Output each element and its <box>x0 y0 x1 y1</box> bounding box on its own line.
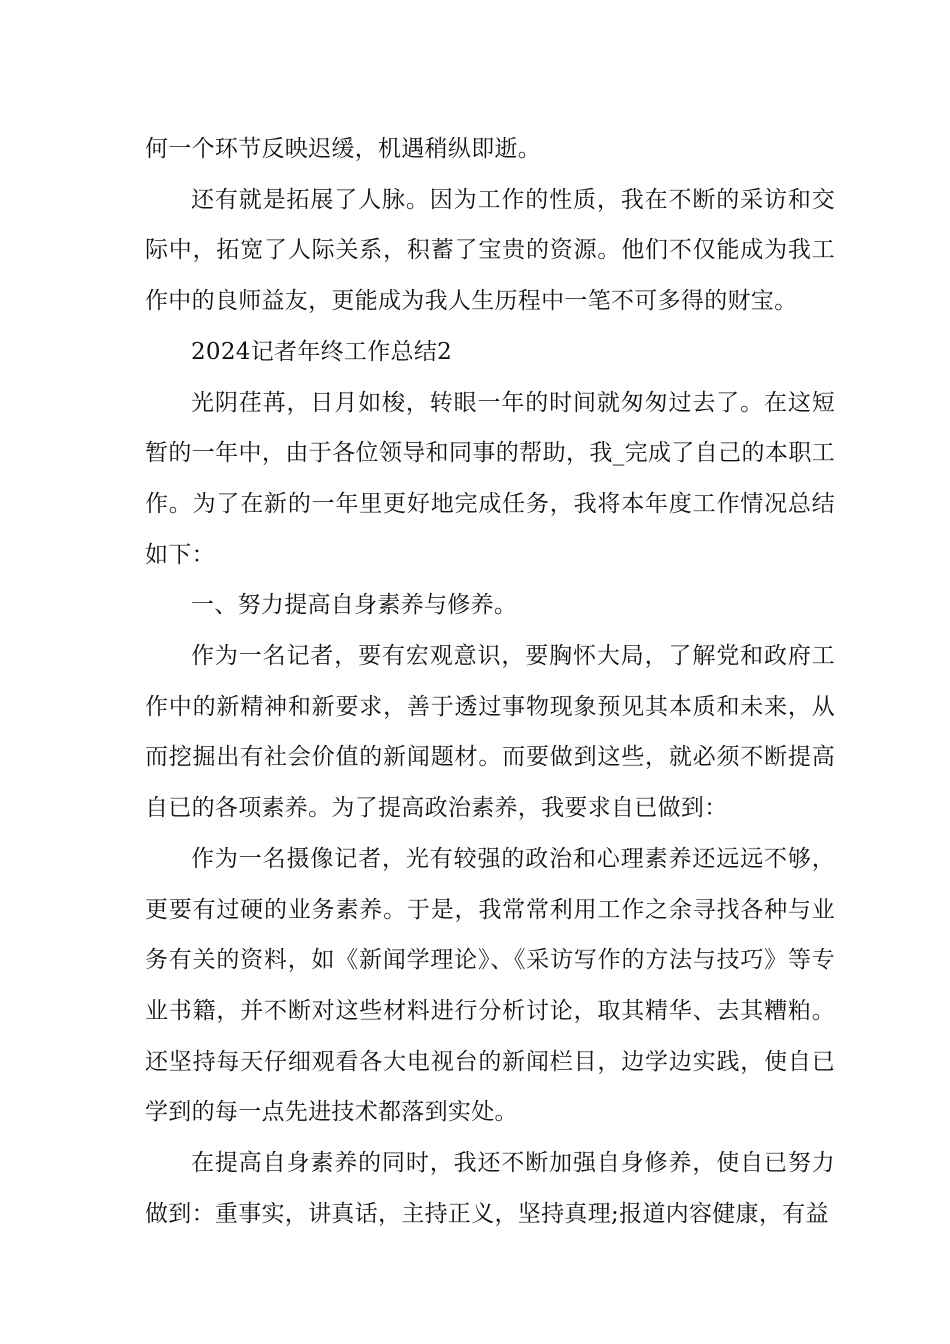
paragraph-intro: 光阴荏苒，日月如梭，转眼一年的时间就匆匆过去了。在这短暂的一年中，由于各位领导和同事的帮助，我_完成了自己的本职工作。为了在新的一年里更好地完成任务，我将本年度工作情况总结如下： <box>145 389 835 568</box>
paragraph-self-cultivation: 在提高自身素养的同时，我还不断加强自身修养，使自已努力做到：重事实，讲真话，主持正义，坚持真理;报道内容健康，有益 <box>145 1150 835 1227</box>
document-body <box>145 124 835 1239</box>
paragraph-continuation: 何一个环节反映迟缓，机遇稍纵即逝。 <box>145 136 542 162</box>
paragraph-network: 还有就是拓展了人脉。因为工作的性质，我在不断的采访和交际中，拓宽了人际关系，积蓄了宝贵的资源。他们不仅能成为我工作中的良师益友，更能成为我人生历程中一笔不可多得的财宝。 <box>145 186 835 315</box>
paragraph-professional: 作为一名摄像记者，光有较强的政治和心理素养还远远不够，更要有过硬的业务素养。于是，我常常利用工作之余寻找各种与业务有关的资料，如《新闻学理论》、《采访写作的方法与技巧》等专业书籍，并不断对这些材料进行分析讨论，取其精华、去其糟粕。还坚持每天仔细观看各大电视台的新闻栏目，边学边实践，使自已学到的每一点先进技术都落到实处。 <box>145 845 835 1126</box>
paragraph-political: 作为一名记者，要有宏观意识，要胸怀大局，了解党和政府工作中的新精神和新要求，善于透过事物现象预见其本质和未来，从而挖掘出有社会价值的新闻题材。而要做到这些，就必须不断提高自已的各项素养。为了提高政治素养，我要求自已做到： <box>145 643 835 822</box>
subsection-heading: 一、努力提高自身素养与修养。 <box>191 592 518 619</box>
section-heading: 2024记者年终工作总结2 <box>191 338 453 365</box>
